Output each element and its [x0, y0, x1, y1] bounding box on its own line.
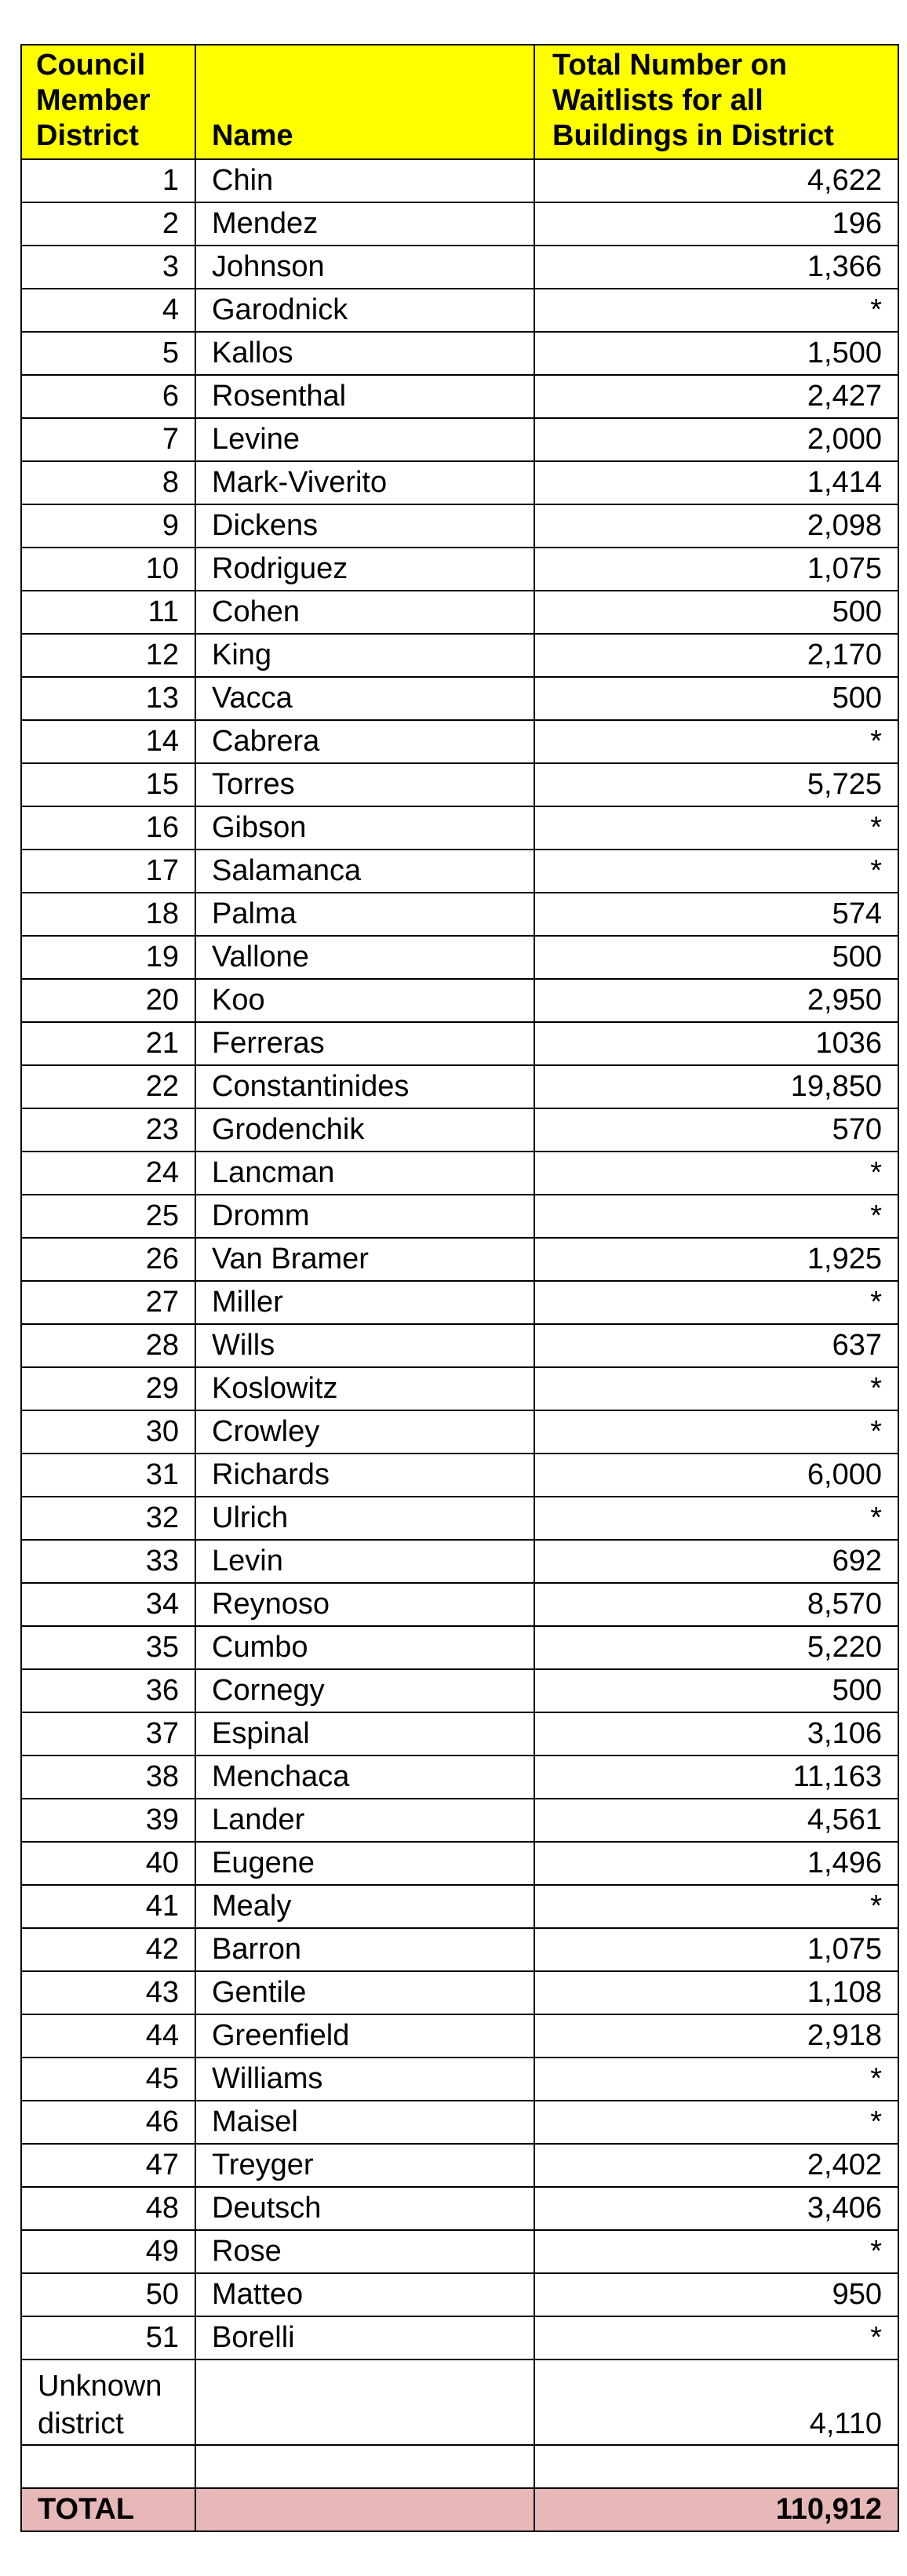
table-row: [21, 634, 898, 677]
waitlist-total-cell: 196: [534, 202, 898, 246]
district-cell: 10: [21, 548, 195, 591]
district-cell: 34: [21, 1583, 195, 1626]
district-cell: 4: [21, 289, 195, 332]
name-cell: Reynoso: [195, 1583, 534, 1626]
district-cell: 40: [21, 1842, 195, 1885]
header-district: Council Member District: [21, 45, 195, 159]
district-cell: 30: [21, 1410, 195, 1454]
name-cell: Torres: [195, 763, 534, 806]
table-row: [21, 1065, 898, 1108]
district-cell: 21: [21, 1022, 195, 1065]
waitlist-total-cell: *: [534, 1367, 898, 1410]
table-body: [21, 159, 898, 2360]
name-cell: Kallos: [195, 332, 534, 375]
table-row: [21, 2273, 898, 2316]
table-row: [21, 1281, 898, 1324]
district-cell: 13: [21, 677, 195, 720]
blank-cell: [534, 2445, 898, 2488]
district-cell: 42: [21, 1928, 195, 1971]
waitlist-total-cell: 950: [534, 2273, 898, 2316]
district-cell: 3: [21, 246, 195, 289]
table-row: [21, 2187, 898, 2230]
name-cell: Chin: [195, 159, 534, 202]
waitlist-total-cell: *: [534, 1885, 898, 1928]
name-cell: Levine: [195, 418, 534, 461]
name-cell: Levin: [195, 1540, 534, 1583]
name-cell: Greenfield: [195, 2014, 534, 2058]
table-row: [21, 1971, 898, 2014]
waitlist-total-cell: *: [534, 289, 898, 332]
name-cell: Deutsch: [195, 2187, 534, 2230]
waitlist-total-cell: *: [534, 2058, 898, 2101]
table-row: [21, 461, 898, 504]
district-cell: 1: [21, 159, 195, 202]
table-row: [21, 1756, 898, 1799]
waitlist-total-cell: 6,000: [534, 1454, 898, 1497]
district-cell: 14: [21, 720, 195, 763]
table-row: [21, 1885, 898, 1928]
name-cell: Rose: [195, 2230, 534, 2273]
table-row: [21, 1669, 898, 1712]
table-row: [21, 1842, 898, 1885]
district-cell: 16: [21, 806, 195, 850]
table-row: [21, 2101, 898, 2144]
blank-cell: [195, 2445, 534, 2488]
waitlist-total-cell: 5,220: [534, 1626, 898, 1669]
district-cell: 23: [21, 1108, 195, 1152]
district-cell: 41: [21, 1885, 195, 1928]
name-cell: Garodnick: [195, 289, 534, 332]
table-row: [21, 246, 898, 289]
name-cell: Williams: [195, 2058, 534, 2101]
name-cell: Gentile: [195, 1971, 534, 2014]
waitlist-total-cell: 4,622: [534, 159, 898, 202]
district-cell: 8: [21, 461, 195, 504]
table-row: [21, 1497, 898, 1540]
name-cell: Dromm: [195, 1195, 534, 1238]
waitlist-total-cell: *: [534, 1497, 898, 1540]
table-row: [21, 202, 898, 246]
waitlist-total-cell: 2,427: [534, 375, 898, 418]
name-cell: Treyger: [195, 2144, 534, 2187]
waitlist-total-cell: 2,170: [534, 634, 898, 677]
table-row: [21, 2144, 898, 2187]
waitlist-total-cell: 692: [534, 1540, 898, 1583]
district-cell: 48: [21, 2187, 195, 2230]
district-cell: 18: [21, 893, 195, 936]
total-label: TOTAL: [21, 2488, 195, 2531]
name-cell: Dickens: [195, 504, 534, 548]
waitlist-total-cell: *: [534, 2230, 898, 2273]
name-cell: Mealy: [195, 1885, 534, 1928]
table-row: [21, 2058, 898, 2101]
name-cell: Johnson: [195, 246, 534, 289]
district-cell: 20: [21, 979, 195, 1022]
district-cell: 6: [21, 375, 195, 418]
waitlist-total-cell: *: [534, 806, 898, 850]
district-cell: 45: [21, 2058, 195, 2101]
name-cell: Eugene: [195, 1842, 534, 1885]
district-cell: Unknown district: [21, 2360, 195, 2445]
district-cell: 49: [21, 2230, 195, 2273]
district-cell: 27: [21, 1281, 195, 1324]
waitlist-total-cell: 3,106: [534, 1712, 898, 1756]
waitlist-total-cell: 8,570: [534, 1583, 898, 1626]
waitlist-total-cell: 500: [534, 1669, 898, 1712]
table-row: [21, 1583, 898, 1626]
waitlist-total-cell: 1,496: [534, 1842, 898, 1885]
district-cell: 9: [21, 504, 195, 548]
table-row: [21, 375, 898, 418]
table-row: [21, 591, 898, 634]
table-row: [21, 1928, 898, 1971]
name-cell: King: [195, 634, 534, 677]
table-row: [21, 720, 898, 763]
unknown-district-row: [21, 2360, 898, 2445]
waitlist-total-cell: 1,108: [534, 1971, 898, 2014]
name-cell: Ulrich: [195, 1497, 534, 1540]
district-cell: 19: [21, 936, 195, 979]
district-cell: 43: [21, 1971, 195, 2014]
table-row: [21, 1022, 898, 1065]
district-cell: 24: [21, 1152, 195, 1195]
waitlist-total-cell: 1,075: [534, 1928, 898, 1971]
table-row: [21, 2014, 898, 2058]
table-header: [21, 45, 898, 159]
name-cell: Gibson: [195, 806, 534, 850]
name-cell: Mark-Viverito: [195, 461, 534, 504]
waitlist-total-cell: 500: [534, 936, 898, 979]
name-cell: [195, 2360, 534, 2445]
table-row: [21, 504, 898, 548]
name-cell: Ferreras: [195, 1022, 534, 1065]
waitlist-total-cell: *: [534, 720, 898, 763]
waitlist-total-cell: 1,925: [534, 1238, 898, 1281]
table-row: [21, 936, 898, 979]
district-cell: 31: [21, 1454, 195, 1497]
waitlist-total-cell: 574: [534, 893, 898, 936]
waitlist-total-cell: *: [534, 850, 898, 893]
name-cell: Vallone: [195, 936, 534, 979]
district-cell: 2: [21, 202, 195, 246]
name-cell: Lander: [195, 1799, 534, 1842]
table-row: [21, 1626, 898, 1669]
waitlist-total-cell: 5,725: [534, 763, 898, 806]
waitlist-total-cell: 11,163: [534, 1756, 898, 1799]
district-cell: 15: [21, 763, 195, 806]
waitlist-total-cell: *: [534, 2316, 898, 2360]
name-cell: Cornegy: [195, 1669, 534, 1712]
district-cell: 38: [21, 1756, 195, 1799]
waitlist-total-cell: 1,414: [534, 461, 898, 504]
name-cell: Rodriguez: [195, 548, 534, 591]
waitlist-total-cell: 2,402: [534, 2144, 898, 2187]
waitlist-total-cell: *: [534, 2101, 898, 2144]
name-cell: Borelli: [195, 2316, 534, 2360]
waitlist-total-cell: 1036: [534, 1022, 898, 1065]
table-row: [21, 1540, 898, 1583]
waitlist-total-cell: *: [534, 1152, 898, 1195]
header-waitlist-total: Total Number on Waitlists for all Buildings in District: [534, 45, 898, 159]
name-cell: Crowley: [195, 1410, 534, 1454]
table-row: [21, 548, 898, 591]
waitlist-total-cell: 2,950: [534, 979, 898, 1022]
district-cell: 17: [21, 850, 195, 893]
waitlist-total-cell: 3,406: [534, 2187, 898, 2230]
waitlist-total-cell: 2,918: [534, 2014, 898, 2058]
district-cell: 28: [21, 1324, 195, 1367]
name-cell: Koslowitz: [195, 1367, 534, 1410]
waitlist-total-cell: *: [534, 1281, 898, 1324]
district-cell: 7: [21, 418, 195, 461]
waitlist-total-cell: 1,075: [534, 548, 898, 591]
waitlist-total-cell: 4,561: [534, 1799, 898, 1842]
district-cell: 47: [21, 2144, 195, 2187]
table-row: [21, 418, 898, 461]
header-row: [21, 45, 898, 159]
table-footer: [21, 2360, 898, 2531]
waitlist-total-cell: 4,110: [534, 2360, 898, 2445]
name-cell: Van Bramer: [195, 1238, 534, 1281]
table-row: [21, 1454, 898, 1497]
table-row: [21, 1195, 898, 1238]
table-row: [21, 1712, 898, 1756]
waitlist-table: [20, 44, 899, 2532]
district-cell: 46: [21, 2101, 195, 2144]
table-row: [21, 159, 898, 202]
waitlist-total-cell: 1,366: [534, 246, 898, 289]
name-cell: Maisel: [195, 2101, 534, 2144]
table-row: [21, 677, 898, 720]
waitlist-total-cell: *: [534, 1195, 898, 1238]
total-name-cell: [195, 2488, 534, 2531]
table-row: [21, 332, 898, 375]
waitlist-total-cell: 2,000: [534, 418, 898, 461]
table-row: [21, 763, 898, 806]
name-cell: Menchaca: [195, 1756, 534, 1799]
table-row: [21, 1108, 898, 1152]
waitlist-total-cell: 637: [534, 1324, 898, 1367]
district-cell: 25: [21, 1195, 195, 1238]
waitlist-total-cell: 500: [534, 591, 898, 634]
district-cell: 51: [21, 2316, 195, 2360]
name-cell: Constantinides: [195, 1065, 534, 1108]
table-row: [21, 850, 898, 893]
total-row: [21, 2488, 898, 2531]
table-row: [21, 2230, 898, 2273]
name-cell: Palma: [195, 893, 534, 936]
name-cell: Matteo: [195, 2273, 534, 2316]
district-cell: 32: [21, 1497, 195, 1540]
district-cell: 50: [21, 2273, 195, 2316]
table-row: [21, 1799, 898, 1842]
district-cell: 44: [21, 2014, 195, 2058]
table-row: [21, 289, 898, 332]
district-cell: 35: [21, 1626, 195, 1669]
name-cell: Mendez: [195, 202, 534, 246]
name-cell: Wills: [195, 1324, 534, 1367]
name-cell: Grodenchik: [195, 1108, 534, 1152]
name-cell: Barron: [195, 1928, 534, 1971]
table-row: [21, 1410, 898, 1454]
table-row: [21, 806, 898, 850]
waitlist-total-cell: *: [534, 1410, 898, 1454]
table-row: [21, 2316, 898, 2360]
name-cell: Cabrera: [195, 720, 534, 763]
table-row: [21, 979, 898, 1022]
waitlist-total-cell: 570: [534, 1108, 898, 1152]
district-cell: 22: [21, 1065, 195, 1108]
name-cell: Vacca: [195, 677, 534, 720]
table-row: [21, 1367, 898, 1410]
name-cell: Koo: [195, 979, 534, 1022]
waitlist-total-cell: 500: [534, 677, 898, 720]
district-cell: 36: [21, 1669, 195, 1712]
district-cell: 29: [21, 1367, 195, 1410]
district-cell: 39: [21, 1799, 195, 1842]
waitlist-total-cell: 2,098: [534, 504, 898, 548]
name-cell: Miller: [195, 1281, 534, 1324]
name-cell: Cumbo: [195, 1626, 534, 1669]
name-cell: Lancman: [195, 1152, 534, 1195]
grand-total-value: 110,912: [534, 2488, 898, 2531]
table-row: [21, 893, 898, 936]
table-row: [21, 1238, 898, 1281]
name-cell: Espinal: [195, 1712, 534, 1756]
blank-cell: [21, 2445, 195, 2488]
district-cell: 11: [21, 591, 195, 634]
district-cell: 26: [21, 1238, 195, 1281]
district-cell: 12: [21, 634, 195, 677]
name-cell: Salamanca: [195, 850, 534, 893]
waitlist-total-cell: 1,500: [534, 332, 898, 375]
waitlist-total-cell: 19,850: [534, 1065, 898, 1108]
district-cell: 37: [21, 1712, 195, 1756]
table-row: [21, 1324, 898, 1367]
header-name: Name: [195, 45, 534, 159]
name-cell: Richards: [195, 1454, 534, 1497]
table-row: [21, 1152, 898, 1195]
name-cell: Cohen: [195, 591, 534, 634]
blank-row: [21, 2445, 898, 2488]
district-cell: 5: [21, 332, 195, 375]
district-cell: 33: [21, 1540, 195, 1583]
name-cell: Rosenthal: [195, 375, 534, 418]
